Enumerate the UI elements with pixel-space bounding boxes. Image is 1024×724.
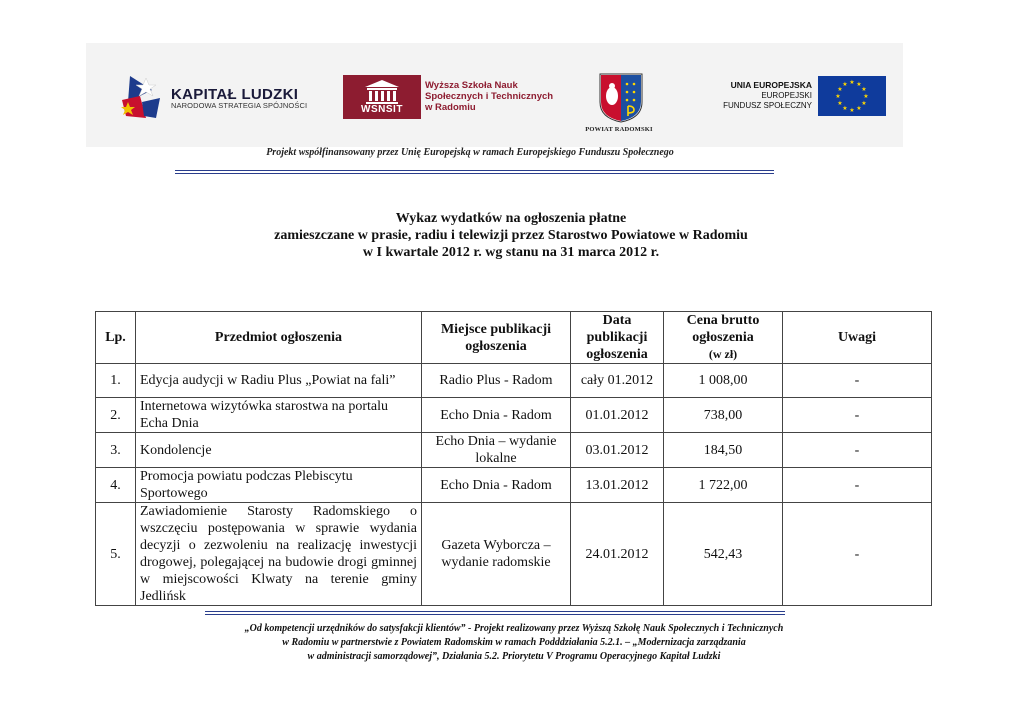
cell-notes: - [783, 468, 932, 503]
eu-flag-icon [818, 76, 886, 116]
kapital-ludzki-subtitle: NARODOWA STRATEGIA SPÓJNOŚCI [171, 101, 308, 110]
cell-subject: Internetowa wizytówka starostwa na portalu Echa Dnia [136, 398, 422, 433]
title-line3: w I kwartale 2012 r. wg stanu na 31 marca 2012 r. [362, 245, 660, 260]
footer-rule-bottom [205, 614, 785, 615]
table-row [96, 364, 932, 398]
wsnsit-name-line3: w Radomiu [425, 102, 476, 113]
wsnsit-abbr: WSNSIT [361, 104, 403, 115]
document-title [200, 210, 822, 261]
svg-text:★: ★ [856, 105, 862, 112]
cell-date: 01.01.2012 [571, 398, 664, 433]
kapital-ludzki-logo [116, 72, 164, 122]
cell-date: cały 01.2012 [571, 364, 664, 398]
wsnsit-name-line1: Wyższa Szkoła Nauk [425, 80, 518, 91]
header-date-line2: publikacji [586, 330, 648, 345]
table-header-row [96, 312, 932, 364]
header-rule-top [175, 170, 774, 171]
footer-rule-top [205, 611, 785, 612]
coat-of-arms-icon [598, 72, 644, 124]
header-price-line3: (w zł) [708, 347, 738, 361]
eu-line1: UNIA EUROPEJSKA [730, 80, 812, 90]
powiat-label: POWIAT RADOMSKI [585, 126, 653, 133]
cell-notes: - [783, 398, 932, 433]
cell-price: 1 722,00 [664, 468, 783, 503]
svg-text:★: ★ [863, 93, 869, 100]
svg-text:★: ★ [861, 86, 867, 93]
eu-line2: EUROPEJSKI [761, 91, 812, 100]
cell-price: 738,00 [664, 398, 783, 433]
eu-line3: FUNDUSZ SPOŁECZNY [723, 101, 812, 110]
header-place-line2: ogłoszenia [465, 338, 527, 354]
svg-text:★: ★ [849, 107, 855, 114]
header-price-line2: ogłoszenia [692, 330, 754, 345]
cell-lp: 5. [96, 503, 136, 606]
footer-note [140, 622, 888, 664]
header-notes: Uwagi [783, 312, 932, 364]
cell-place: Echo Dnia - Radom [422, 468, 571, 503]
cell-notes: - [783, 433, 932, 468]
cell-lp: 4. [96, 468, 136, 503]
cell-place: Echo Dnia - Radom [422, 398, 571, 433]
header-price [664, 312, 783, 364]
wsnsit-logo [343, 75, 421, 119]
footer-line2: w Radomiu w partnerstwie z Powiatem Radomskim w ramach Podddziałania 5.2.1. – „Modernizacja zarządzania [282, 637, 746, 648]
table-row [96, 503, 932, 606]
columns-icon [343, 77, 421, 107]
header-place-line1: Miejsce publikacji [440, 321, 552, 337]
cofinancing-note: Projekt współfinansowany przez Unię Europejską w ramach Europejskiego Funduszu Społecznego [266, 147, 674, 158]
wsnsit-name-line2: Społecznych i Technicznych [425, 91, 554, 102]
svg-text:★: ★ [849, 79, 855, 86]
kapital-ludzki-title: KAPITAŁ LUDZKI [171, 86, 299, 103]
svg-text:★: ★ [835, 93, 841, 100]
table-row [96, 398, 932, 433]
cell-lp: 2. [96, 398, 136, 433]
table-row [96, 468, 932, 503]
title-line1: Wykaz wydatków na ogłoszenia płatne [395, 211, 627, 226]
svg-text:★: ★ [856, 81, 862, 88]
cell-subject: Edycja audycji w Radiu Plus „Powiat na fali” [136, 364, 422, 398]
cell-subject: Kondolencje [136, 433, 422, 468]
header-date-line1: Data [602, 313, 632, 328]
eu-stars [818, 76, 886, 116]
wsnsit-name [425, 80, 585, 113]
cell-place: Radio Plus - Radom [422, 364, 571, 398]
cell-place: Echo Dnia – wydanie lokalne [422, 433, 571, 468]
header-place [422, 312, 571, 364]
svg-text:★: ★ [842, 105, 848, 112]
title-line2: zamieszczane w prasie, radiu i telewizji przez Starostwo Powiatowe w Radomiu [274, 228, 748, 243]
header-date [571, 312, 664, 364]
header-rule-bottom [175, 173, 774, 174]
cell-price: 542,43 [664, 503, 783, 606]
cell-price: 184,50 [664, 433, 783, 468]
svg-text:★: ★ [837, 100, 843, 107]
eu-text [700, 80, 812, 111]
svg-text:★: ★ [837, 86, 843, 93]
cell-lp: 3. [96, 433, 136, 468]
footer-line3: w administracji samorządowej”, Działania 5.2. Priorytetu V Programu Operacyjnego Kapitał Ludzki [307, 651, 721, 662]
table-row [96, 433, 932, 468]
cell-date: 13.01.2012 [571, 468, 664, 503]
cell-notes: - [783, 503, 932, 606]
cell-date: 03.01.2012 [571, 433, 664, 468]
header-price-line1: Cena brutto [686, 313, 760, 328]
cell-place: Gazeta Wyborcza – wydanie radomskie [422, 503, 571, 606]
svg-text:★: ★ [842, 81, 848, 88]
cell-price: 1 008,00 [664, 364, 783, 398]
header-subject: Przedmiot ogłoszenia [136, 312, 422, 364]
header-lp: Lp. [96, 312, 136, 364]
cell-date: 24.01.2012 [571, 503, 664, 606]
cell-lp: 1. [96, 364, 136, 398]
svg-text:★: ★ [861, 100, 867, 107]
expenses-table [95, 311, 932, 606]
cell-subject: Promocja powiatu podczas Plebiscytu Sportowego [136, 468, 422, 503]
header-date-line3: ogłoszenia [586, 347, 648, 362]
footer-line1: „Od kompetencji urzędników do satysfakcji klientów” - Projekt realizowany przez Wyższą Szkołę Nauk Społecznych i Technicznych [244, 623, 784, 634]
cell-notes: - [783, 364, 932, 398]
cell-subject: Zawiadomienie Starosty Radomskiego o wszczęciu postępowania w sprawie wydania decyzji o zezwoleniu na realizację inwestycji drogowej, polegającej na budowie drogi gminnej w miejscowości Klwaty na terenie gminy Jedlińsk [136, 503, 422, 606]
